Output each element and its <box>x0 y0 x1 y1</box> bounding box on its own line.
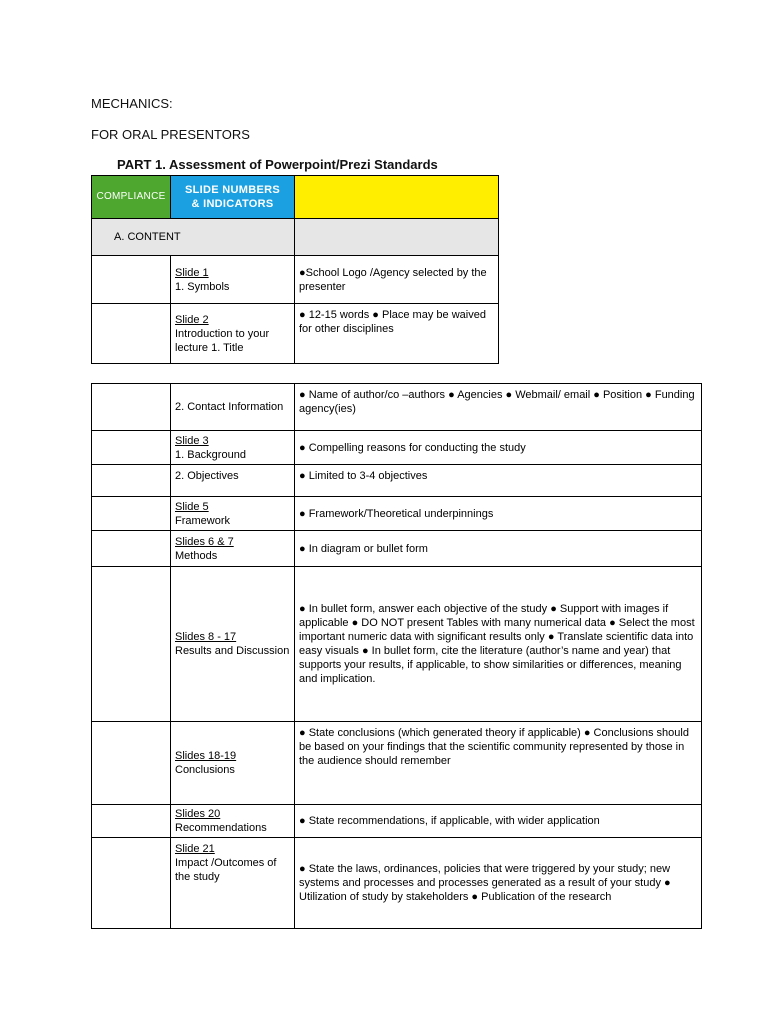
slide-cell <box>171 805 295 838</box>
part1-heading: PART 1. Assessment of Powerpoint/Prezi Standards <box>117 157 438 172</box>
standards-table-1 <box>91 175 499 364</box>
compliance-cell <box>92 256 171 304</box>
table-row <box>92 256 499 304</box>
slide-indicator: 1. Background <box>175 448 246 461</box>
slide-indicator: Framework <box>175 514 231 527</box>
description-cell: ● In diagram or bullet form <box>295 531 702 567</box>
description-cell: ● State recommendations, if applicable, with wider application <box>295 805 702 838</box>
table-row <box>92 531 702 567</box>
compliance-header: COMPLIANCE <box>92 176 171 219</box>
slide-cell <box>171 722 295 805</box>
compliance-cell <box>92 722 171 805</box>
compliance-cell <box>92 497 171 531</box>
compliance-cell <box>92 805 171 838</box>
compliance-cell <box>92 431 171 465</box>
slide-indicator: 2. Contact Information <box>175 401 284 413</box>
table-row <box>92 567 702 722</box>
description-cell: ● Name of author/co –authors ● Agencies ● Webmail/ email ● Position ● Funding agency(ies) <box>295 384 702 431</box>
description-cell: ● Framework/Theoretical underpinnings <box>295 497 702 531</box>
slide-indicator: 1. Symbols <box>175 280 230 293</box>
slide-indicator: Recommendations <box>175 822 267 834</box>
slide-numbers-header-line1: SLIDE NUMBERS <box>185 184 280 196</box>
table-row <box>92 722 702 805</box>
compliance-cell <box>92 531 171 567</box>
slide-number: Slide 1 <box>175 266 209 279</box>
description-cell: ● 12-15 words ● Place may be waived for other disciplines <box>295 304 499 364</box>
table-row <box>92 805 702 838</box>
slide-cell <box>171 567 295 722</box>
slide-number: Slides 20 <box>175 808 221 820</box>
slide-number: Slides 8 - 17 <box>175 631 237 643</box>
table-row <box>92 304 499 364</box>
slide-number: Slide 2 <box>175 313 209 326</box>
slide-number: Slides 18-19 <box>175 750 237 762</box>
table-row <box>92 465 702 497</box>
compliance-cell <box>92 838 171 929</box>
table-row <box>92 384 702 431</box>
slide-cell <box>171 497 295 531</box>
compliance-cell <box>92 384 171 431</box>
slide-indicator: Conclusions <box>175 764 235 776</box>
slide-indicator: 2. Objectives <box>175 470 239 482</box>
section-blank-cell <box>295 219 499 256</box>
slide-cell <box>171 465 295 497</box>
compliance-cell <box>92 567 171 722</box>
slide-indicator: Impact /Outcomes of the study <box>175 857 277 883</box>
slide-number: Slide 5 <box>175 500 209 513</box>
description-cell: ● Limited to 3-4 objectives <box>295 465 702 497</box>
description-cell: ● Compelling reasons for conducting the study <box>295 431 702 465</box>
description-cell: ●School Logo /Agency selected by the presenter <box>295 256 499 304</box>
oral-presentors-heading: FOR ORAL PRESENTORS <box>91 127 250 142</box>
slide-cell <box>171 531 295 567</box>
standards-table-2 <box>91 383 702 929</box>
slide-cell <box>171 838 295 929</box>
table-row <box>92 497 702 531</box>
slide-number: Slide 3 <box>175 434 209 447</box>
table-row <box>92 838 702 929</box>
slide-indicator: Results and Discussion <box>175 645 290 657</box>
content-section-label: A. CONTENT <box>92 219 295 256</box>
slide-cell <box>171 431 295 465</box>
slide-cell <box>171 304 295 364</box>
slide-number: Slides 6 & 7 <box>175 535 234 548</box>
description-cell: ● State conclusions (which generated theory if applicable) ● Conclusions should be based on your findings that the scientific community represented by those in the audience should remember <box>295 722 702 805</box>
slide-indicator: Introduction to your lecture 1. Title <box>175 327 270 354</box>
slide-cell <box>171 384 295 431</box>
slide-cell <box>171 256 295 304</box>
slide-numbers-header <box>171 176 295 219</box>
compliance-cell <box>92 465 171 497</box>
compliance-cell <box>92 304 171 364</box>
description-cell: ● State the laws, ordinances, policies that were triggered by your study; new systems and processes and processes generated as a result of your study ● Utilization of study by stakeholders ● Publication of the research <box>295 838 702 929</box>
slide-numbers-header-line2: & INDICATORS <box>191 198 274 210</box>
slide-number: Slide 21 <box>175 843 215 855</box>
mechanics-heading: MECHANICS: <box>91 96 173 111</box>
indicator-header <box>295 176 499 219</box>
table-row <box>92 431 702 465</box>
slide-indicator: Methods <box>175 549 218 562</box>
header-row <box>92 176 499 219</box>
description-cell: ● In bullet form, answer each objective of the study ● Support with images if applicable ● DO NOT present Tables with many numerical data ● Select the most important numeric data with significant results only ● Translate scientific data into easy visuals ● In bullet form, cite the literature (author’s name and year) that supports your results, if applicable, to show similarities or differences, meaning and implication. <box>295 567 702 722</box>
section-row <box>92 219 499 256</box>
